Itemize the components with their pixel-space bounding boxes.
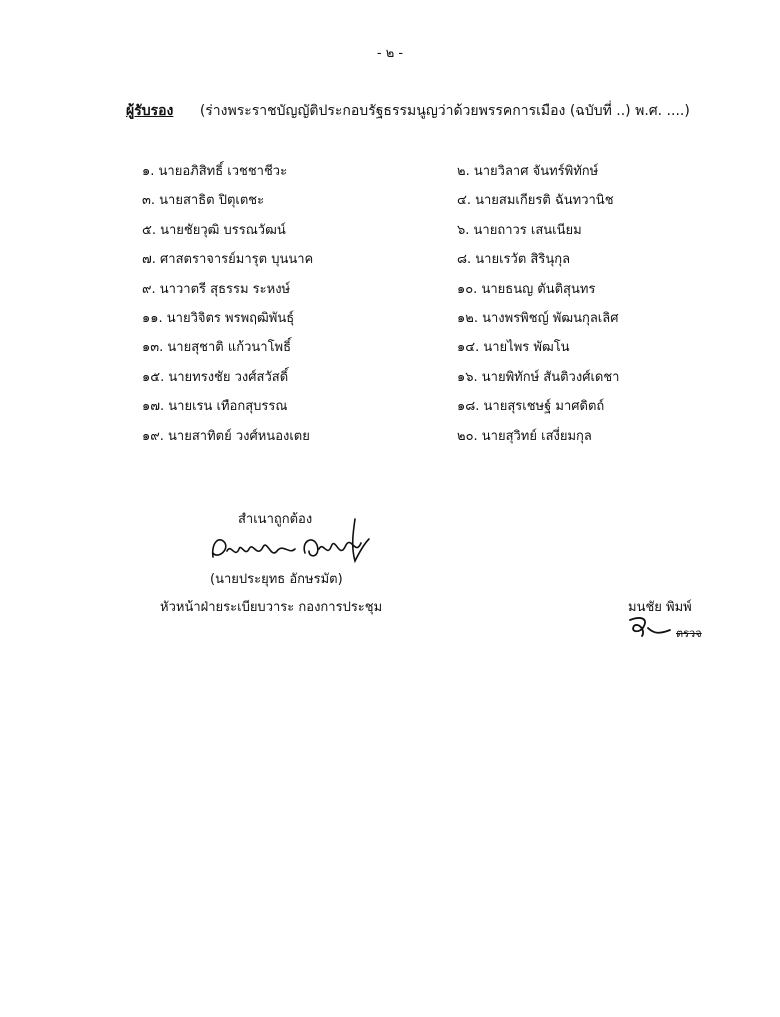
heading xyxy=(126,100,690,122)
list-item: ๑๓. นายสุชาติ แก้วนาโพธิ์ xyxy=(142,340,292,356)
list-item: ๑๘. นายสุรเชษฐ์ มาศดิตถ์ xyxy=(457,399,605,415)
list-item: ๕. นายชัยวุฒิ บรรณวัฒน์ xyxy=(142,222,286,238)
signer-name: (นายประยุทธ อักษรมัต) xyxy=(210,572,343,587)
checker-initials xyxy=(626,614,674,640)
list-item: ๑๑. นายวิจิตร พรพฤฒิพันธุ์ xyxy=(142,311,295,327)
signature-mark xyxy=(205,513,375,571)
list-item: ๑๔. นายไพร พัฒโน xyxy=(457,340,570,356)
list-item: ๑๗. นายเรน เทือกสุบรรณ xyxy=(142,399,288,415)
list-item: ๖. นายถาวร เสนเนียม xyxy=(457,222,582,238)
list-item: ๑๖. นายพิทักษ์ สันติวงศ์เดชา xyxy=(457,369,620,385)
heading-text: (ร่างพระราชบัญญัติประกอบรัฐธรรมนูญว่าด้วยพรรคการเมือง (ฉบับที่ ..) พ.ศ. ....) xyxy=(199,103,690,119)
list-item: ๒. นายวิลาศ จันทร์พิทักษ์ xyxy=(457,164,599,179)
list-item: ๗. ศาสตราจารย์มารุต บุนนาค xyxy=(142,252,314,268)
list-item: ๑๙. นายสาทิตย์ วงศ์หนองเตย xyxy=(142,428,310,444)
endorsers-right-column xyxy=(457,157,619,451)
endorsers-left-column xyxy=(142,157,313,451)
list-item: ๑๒. นางพรพิชญ์ พัฒนกุลเลิศ xyxy=(457,311,619,327)
heading-label: ผู้รับรอง xyxy=(126,103,174,119)
list-item: ๑๕. นายทรงชัย วงศ์สวัสดิ์ xyxy=(142,369,289,385)
signer-title: หัวหน้าฝ่ายระเบียบวาระ กองการประชุม xyxy=(160,600,383,615)
certify-label: สำเนาถูกต้อง xyxy=(238,512,313,527)
checker-label: ตรวจ xyxy=(676,627,702,640)
list-item: ๙. นาวาตรี สุธรรม ระหงษ์ xyxy=(142,281,291,297)
list-item: ๒๐. นายสุวิทย์ เสงี่ยมกุล xyxy=(457,428,592,444)
typist-note: มนชัย พิมพ์ xyxy=(628,600,692,615)
page-number: - ๒ - xyxy=(376,46,404,61)
list-item: ๔. นายสมเกียรติ ฉันทวานิช xyxy=(457,193,614,209)
list-item: ๘. นายเรวัต สิรินุกุล xyxy=(457,252,571,268)
list-item: ๑๐. นายธนญ ตันติสุนทร xyxy=(457,281,596,297)
list-item: ๓. นายสาธิต ปิตุเตชะ xyxy=(142,193,265,209)
list-item: ๑. นายอภิสิทธิ์ เวชชาชีวะ xyxy=(142,164,288,179)
